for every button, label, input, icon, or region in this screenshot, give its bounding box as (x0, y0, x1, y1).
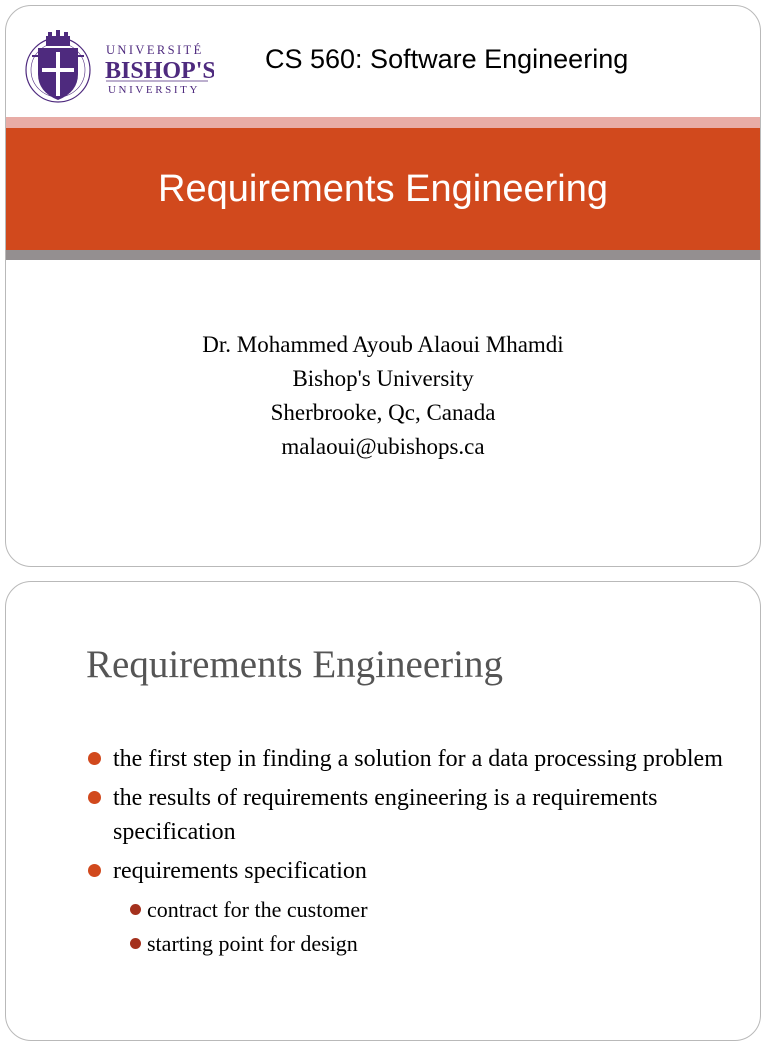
bullet-text: the results of requirements engineering is a requirements specification (113, 785, 658, 845)
logo-text-bishops: BISHOP'S (105, 58, 214, 84)
bullet-text: requirements specification (113, 858, 367, 884)
crest-icon (26, 30, 90, 102)
slide-title: Requirements Engineering (158, 168, 608, 210)
author-location: Sherbrooke, Qc, Canada (270, 400, 496, 425)
accent-band-bottom (6, 250, 760, 260)
sub-bullet-text: contract for the customer (147, 897, 368, 922)
accent-band-top (6, 117, 760, 128)
title-slide (5, 5, 761, 567)
sub-bullet-dot-icon (130, 938, 141, 949)
sub-bullet-item (6, 893, 760, 927)
bullet-item (6, 781, 760, 849)
bishops-university-logo (24, 26, 214, 108)
logo-text-universite: UNIVERSITÉ (106, 43, 204, 57)
author-name: Dr. Mohammed Ayoub Alaoui Mhamdi (202, 332, 564, 357)
bullet-dot-icon (88, 752, 101, 765)
bullet-dot-icon (88, 864, 101, 877)
bullet-list (6, 742, 760, 961)
sub-bullet-text: starting point for design (147, 931, 358, 956)
logo-text-university: UNIVERSITY (108, 84, 200, 96)
bullet-dot-icon (88, 791, 101, 804)
bullet-item (6, 854, 760, 888)
sub-bullet-item (6, 927, 760, 961)
bullet-item (6, 742, 760, 776)
sub-bullet-dot-icon (130, 904, 141, 915)
slide-heading: Requirements Engineering (86, 643, 503, 686)
title-bar (6, 128, 760, 250)
bullet-text: the first step in finding a solution for a data processing problem (113, 746, 723, 772)
author-email: malaoui@ubishops.ca (281, 434, 485, 459)
course-title: CS 560: Software Engineering (265, 44, 629, 74)
author-block (6, 328, 760, 464)
content-slide (5, 581, 761, 1041)
author-institution: Bishop's University (292, 366, 474, 391)
